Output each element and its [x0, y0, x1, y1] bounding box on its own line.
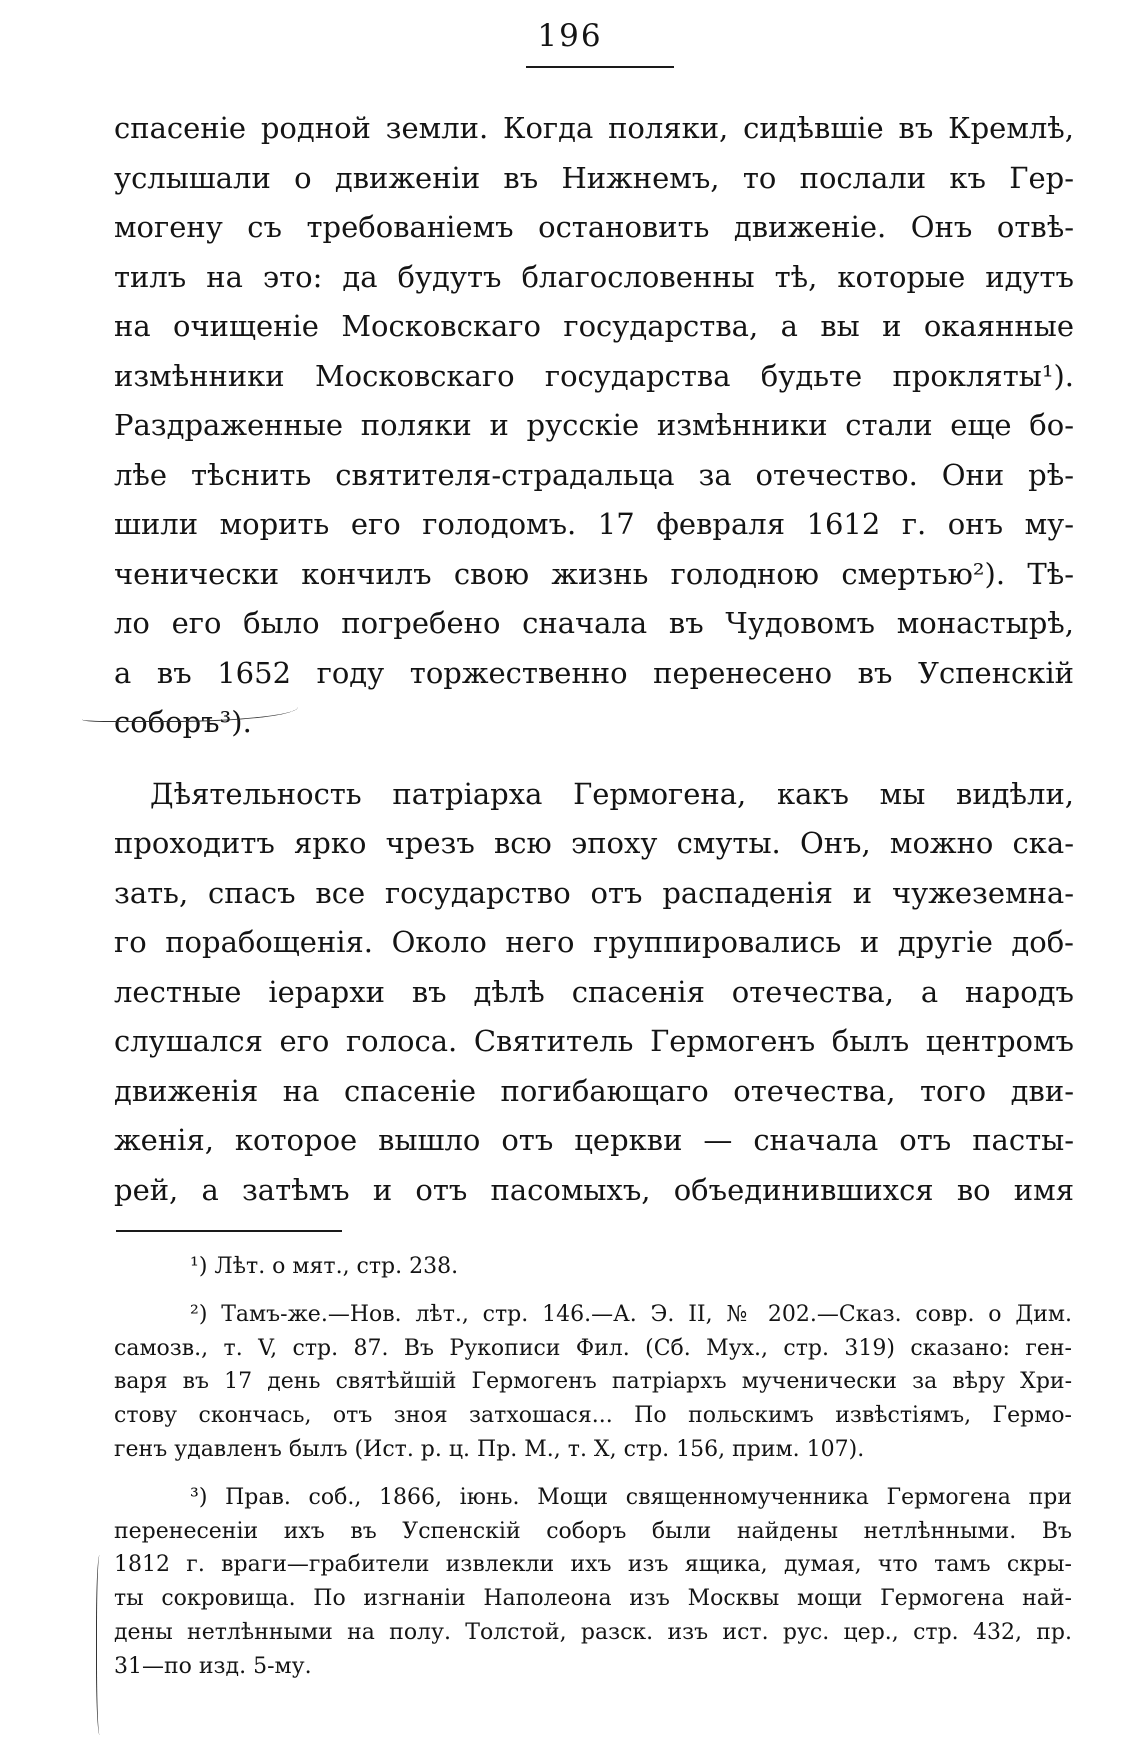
footnote-line: стову скончась, отъ зноя затхошася... По польскимъ извѣстіямъ, Гермо- [114, 1403, 1072, 1429]
text-line: лестные іерархи въ дѣлѣ спасенія отечества, а народъ [114, 974, 1074, 1009]
footnote-line: ¹) Лѣт. о мят., стр. 238. [190, 1254, 459, 1279]
paragraph-gap [114, 748, 1074, 770]
margin-pencil-mark [96, 1555, 105, 1735]
text-line: проходитъ ярко чрезъ всю эпоху смуты. Онъ, можно ска- [114, 826, 1074, 860]
text-line: рей, а затѣмъ и отъ пасомыхъ, объединившихся во имя [114, 1172, 1074, 1207]
footnote-line: ³) Прав. соб., 1866, іюнь. Мощи священномученника Гермогена при [190, 1484, 1072, 1510]
paragraph-1 [114, 104, 1074, 748]
page-number-rule [526, 66, 674, 68]
footnotes [114, 1250, 1072, 1684]
text-line: зать, спасъ все государство отъ распаденія и чужеземна- [114, 875, 1074, 910]
text-line: Дѣятельность патріарха Гермогена, какъ мы видѣли, [150, 776, 1074, 811]
footnote-gap [114, 1284, 1072, 1298]
text-line: могену съ требованіемъ остановить движеніе. Онъ отвѣ- [114, 210, 1074, 244]
footnote-line: варя въ 17 день святѣйшій Гермогенъ патріархъ мученически за вѣру Хри- [114, 1369, 1072, 1395]
footnote-line: ²) Тамъ-же.—Нов. лѣт., стр. 146.—А. Э. II, № 202.—Сказ. совр. о Дим. [190, 1301, 1072, 1327]
paragraph-2 [114, 770, 1074, 1216]
footnote-separator [116, 1230, 342, 1232]
text-line: слушался его голоса. Святитель Гермогенъ былъ центромъ [114, 1024, 1074, 1058]
text-line: шили морить его голодомъ. 17 февраля 1612 г. онъ му- [114, 507, 1074, 541]
text-line: лѣе тѣснить святителя-страдальца за отечество. Они рѣ- [114, 457, 1074, 492]
footnote-3 [114, 1481, 1072, 1684]
footnote-line: самозв., т. V, стр. 87. Въ Рукописи Фил. (Сб. Мух., стр. 319) сказано: ген- [114, 1335, 1072, 1361]
text-line: а въ 1652 году торжественно перенесено въ Успенскій [114, 655, 1074, 690]
text-line: тилъ на это: да будутъ благословенны тѣ, которые идутъ [114, 259, 1074, 294]
text-line: го порабощенія. Около него группировались и другіе доб- [114, 925, 1074, 959]
footnote-gap [114, 1467, 1072, 1481]
text-line: Раздраженные поляки и русскіе измѣнники стали еще бо- [114, 408, 1074, 442]
text-line: ченически кончилъ свою жизнь голодною смертью²). Тѣ- [114, 556, 1074, 591]
main-text [114, 104, 1074, 1215]
text-line: услышали о движеніи въ Нижнемъ, то послали къ Гер- [114, 160, 1074, 195]
footnote-2 [114, 1298, 1072, 1467]
footnote-line: ты сокровища. По изгнаніи Наполеона изъ Москвы мощи Гермогена най- [114, 1586, 1072, 1612]
text-line: измѣнники Московскаго государства будьте прокляты¹). [114, 358, 1074, 393]
footnote-line: перенесеніи ихъ въ Успенскій соборъ были найдены нетлѣнными. Въ [114, 1518, 1072, 1544]
footnote-line: генъ удавленъ былъ (Ист. р. ц. Пр. М., т. X, стр. 156, прим. 107). [114, 1436, 865, 1462]
text-line: на очищеніе Московскаго государства, а вы и окаянные [114, 309, 1074, 343]
footnote-1 [114, 1250, 1072, 1284]
text-line: женія, которое вышло отъ церкви — сначала отъ пасты- [114, 1123, 1074, 1157]
page-number: 196 [537, 18, 603, 54]
text-line: соборъ³). [114, 705, 252, 739]
text-line: движенія на спасеніе погибающаго отечества, того дви- [114, 1073, 1074, 1108]
footnote-line: дены нетлѣнными на полу. Толстой, разск. изъ ист. рус. цер., стр. 432, пр. [114, 1619, 1072, 1645]
text-line: спасеніе родной земли. Когда поляки, сидѣвшіе въ Кремлѣ, [114, 111, 1074, 145]
footnote-line: 1812 г. враги—грабители извлекли ихъ изъ ящика, думая, что тамъ скры- [114, 1552, 1072, 1578]
text-line: ло его было погребено сначала въ Чудовомъ монастырѣ, [114, 606, 1074, 640]
footnote-line: 31—по изд. 5-му. [114, 1653, 312, 1679]
